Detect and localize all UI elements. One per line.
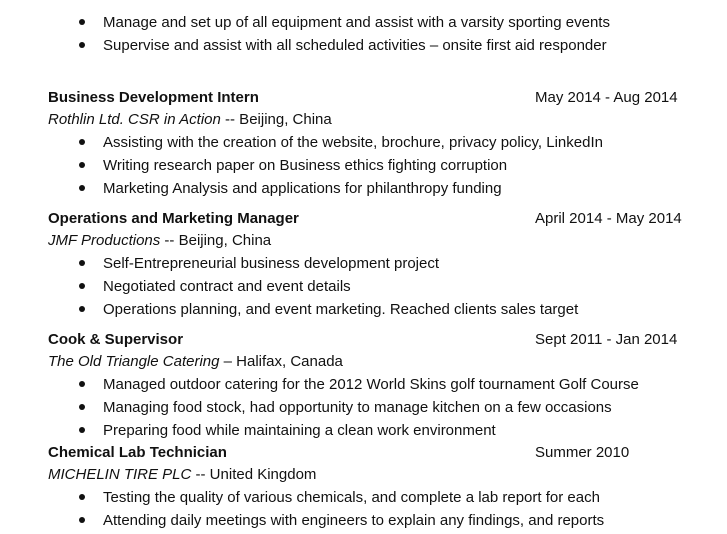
bullet-text: Operations planning, and event marketing. Reached clients sales target [103, 301, 579, 318]
job-title: Chemical Lab Technician [48, 444, 227, 461]
bullet-text: Supervise and assist with all scheduled activities – onsite first aid responder [103, 37, 607, 54]
company-name: MICHELIN TIRE PLC [48, 466, 192, 483]
bullet-icon [79, 260, 85, 266]
company-location: -- Beijing, China [160, 232, 272, 249]
bullet-icon [79, 404, 85, 410]
bullet-icon [79, 185, 85, 191]
job-header [0, 87, 727, 109]
company-name: JMF Productions [48, 232, 161, 249]
job-bullet-list [0, 373, 727, 442]
job-header [0, 208, 727, 230]
bullet-icon [79, 306, 85, 312]
bullet-text: Managing food stock, had opportunity to manage kitchen on a few occasions [103, 399, 612, 416]
list-item [0, 486, 727, 509]
bullet-text: Testing the quality of various chemicals, and complete a lab report for each [103, 489, 600, 506]
job-header [0, 442, 727, 464]
job-bullet-list [0, 131, 727, 200]
company-name: Rothlin Ltd. CSR in Action [48, 111, 221, 128]
bullet-icon [79, 427, 85, 433]
job-date: Summer 2010 [535, 444, 630, 461]
job-entry-operations-marketing-manager [0, 208, 727, 321]
bullet-icon [79, 494, 85, 500]
bullet-text: Managed outdoor catering for the 2012 World Skins golf tournament Golf Course [103, 376, 639, 393]
job-entry-chemical-lab-technician [0, 442, 727, 532]
list-item [0, 131, 727, 154]
bullet-text: Writing research paper on Business ethics fighting corruption [103, 157, 508, 174]
list-item [0, 177, 727, 200]
job-date: April 2014 - May 2014 [535, 210, 682, 227]
company-location: -- United Kingdom [191, 466, 317, 483]
job-title: Cook & Supervisor [48, 331, 184, 348]
job-date: Sept 2011 - Jan 2014 [535, 331, 678, 348]
bullet-text: Negotiated contract and event details [103, 278, 351, 295]
job-header [0, 329, 727, 351]
bullet-icon [79, 517, 85, 523]
bullet-icon [79, 283, 85, 289]
bullet-text: Attending daily meetings with engineers to explain any findings, and reports [103, 512, 605, 529]
list-item [0, 419, 727, 442]
bullet-text: Self-Entrepreneurial business development project [103, 255, 440, 272]
list-item [0, 509, 727, 532]
bullet-icon [79, 139, 85, 145]
list-item [0, 373, 727, 396]
bullet-text: Manage and set up of all equipment and assist with a varsity sporting events [103, 14, 610, 31]
job-bullet-list [0, 252, 727, 321]
company-name: The Old Triangle Catering [48, 353, 220, 370]
bullet-icon [79, 19, 85, 25]
bullet-text: Assisting with the creation of the website, brochure, privacy policy, LinkedIn [103, 134, 603, 151]
list-item [0, 252, 727, 275]
list-item [0, 275, 727, 298]
job-date: May 2014 - Aug 2014 [535, 89, 678, 106]
job-bullet-list [0, 486, 727, 532]
company-location: -- Beijing, China [220, 111, 332, 128]
bullet-icon [79, 162, 85, 168]
job-organization [0, 351, 727, 373]
job-title: Operations and Marketing Manager [48, 210, 299, 227]
bullet-text: Marketing Analysis and applications for philanthropy funding [103, 180, 502, 197]
job-organization [0, 109, 727, 131]
job-entry-cook-supervisor [0, 329, 727, 442]
list-item [0, 298, 727, 321]
company-location: – Halifax, Canada [219, 353, 343, 370]
bullet-icon [79, 42, 85, 48]
bullet-icon [79, 381, 85, 387]
list-item [0, 154, 727, 177]
job-title: Business Development Intern [48, 89, 259, 106]
list-item [0, 396, 727, 419]
job-organization [0, 230, 727, 252]
job-entry-business-development-intern [0, 87, 727, 200]
job-organization [0, 464, 727, 486]
bullet-text: Preparing food while maintaining a clean work environment [103, 422, 496, 439]
